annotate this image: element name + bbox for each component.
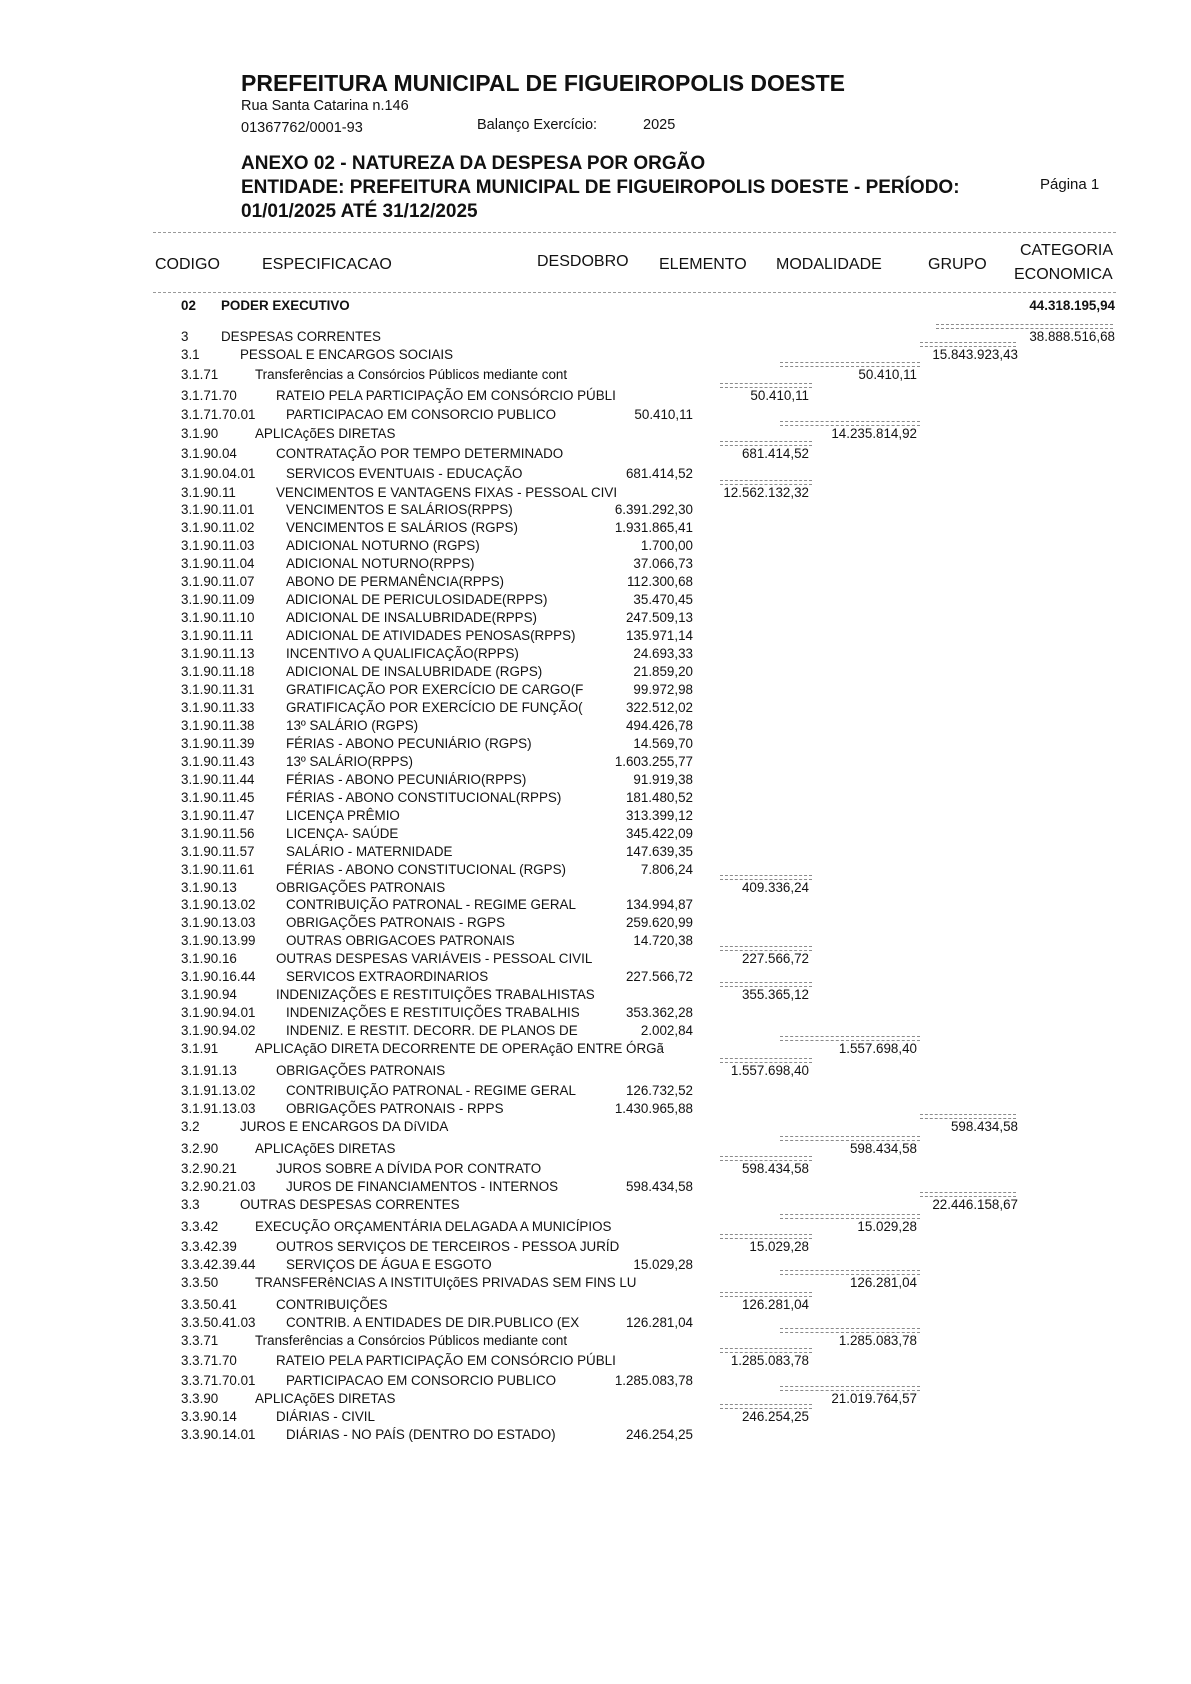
- row-description: OUTRAS OBRIGACOES PATRONAIS: [286, 933, 515, 948]
- row-code: 3.1.90.11.33: [181, 700, 255, 715]
- table-row: [0, 969, 1191, 987]
- subtotal-rule: [780, 1270, 920, 1275]
- row-code: 3.1.90.11.43: [181, 754, 255, 769]
- table-row: [0, 1353, 1191, 1371]
- table-row: [0, 1391, 1191, 1409]
- table-row: [0, 880, 1191, 898]
- header-divider: [153, 232, 1116, 233]
- table-row: [0, 1005, 1191, 1023]
- table-row: [0, 628, 1191, 646]
- annex-line-1: ANEXO 02 - NATUREZA DA DESPESA POR ORGÃO: [241, 153, 706, 174]
- row-value: 1.557.698,40: [730, 1063, 809, 1078]
- table-row: [0, 1023, 1191, 1041]
- row-code: 3.1.71.70: [181, 388, 237, 403]
- row-code: 3.1.90.13: [181, 880, 237, 895]
- row-code: 3.3.90.14: [181, 1409, 237, 1424]
- row-value: 598.434,58: [950, 1119, 1018, 1134]
- row-code: 3.3.42.39: [181, 1239, 237, 1254]
- row-code: 3.3.90: [181, 1391, 219, 1406]
- row-code: 3.1.91.13: [181, 1063, 237, 1078]
- row-description: OBRIGAÇÕES PATRONAIS - RGPS: [286, 915, 505, 930]
- balance-label: Balanço Exercício:: [477, 117, 598, 133]
- row-value: 50.410,11: [634, 407, 693, 422]
- subtotal-rule: [780, 1328, 920, 1333]
- row-value: 247.509,13: [625, 610, 693, 625]
- table-row: [0, 1297, 1191, 1315]
- row-value: 15.029,28: [857, 1219, 917, 1234]
- row-code: 3.1.90: [181, 426, 219, 441]
- row-value: 126.281,04: [849, 1275, 917, 1290]
- row-code: 3.1.90.13.99: [181, 933, 256, 948]
- row-value: 21.859,20: [633, 664, 693, 679]
- table-row: [0, 1275, 1191, 1293]
- table-row: [0, 298, 1191, 316]
- table-row: [0, 502, 1191, 520]
- table-row: [0, 388, 1191, 406]
- row-description: SERVIÇOS DE ÁGUA E ESGOTO: [286, 1257, 492, 1272]
- table-row: [0, 772, 1191, 790]
- subtotal-rule: [780, 1214, 920, 1219]
- subtotal-rule: [720, 1234, 812, 1239]
- row-description: INDENIZAÇÕES E RESTITUIÇÕES TRABALHIS: [286, 1005, 580, 1020]
- row-description: OUTROS SERVIÇOS DE TERCEIROS - PESSOA JURÍD: [276, 1239, 620, 1254]
- row-description: PESSOAL E ENCARGOS SOCIAIS: [240, 347, 454, 362]
- annex-line-2: ENTIDADE: PREFEITURA MUNICIPAL DE FIGUEIROPOLIS DOESTE - PERÍODO:: [241, 177, 960, 198]
- row-code: 3.1.90.13.03: [181, 915, 256, 930]
- row-value: 35.470,45: [633, 592, 693, 607]
- table-row: [0, 915, 1191, 933]
- row-code: 3.1.90.11.31: [181, 682, 255, 697]
- subtotal-rule: [720, 1292, 812, 1297]
- table-row: [0, 844, 1191, 862]
- subtotal-rule: [720, 875, 812, 880]
- row-value: 99.972,98: [633, 682, 693, 697]
- row-code: 3.3.42.39.44: [181, 1257, 256, 1272]
- row-value: 14.720,38: [633, 933, 693, 948]
- row-code: 3.3.42: [181, 1219, 219, 1234]
- table-row: [0, 1239, 1191, 1257]
- row-description: INDENIZ. E RESTIT. DECORR. DE PLANOS DE: [286, 1023, 578, 1038]
- row-description: FÉRIAS - ABONO PECUNIÁRIO (RGPS): [286, 736, 532, 751]
- subtotal-rule: [720, 1058, 812, 1063]
- table-row: [0, 808, 1191, 826]
- table-row: [0, 1141, 1191, 1159]
- table-row: [0, 1409, 1191, 1427]
- table-row: [0, 1161, 1191, 1179]
- row-description: ADICIONAL DE INSALUBRIDADE (RGPS): [286, 664, 543, 679]
- row-code: 3.3.50: [181, 1275, 219, 1290]
- row-code: 3.3.71.70: [181, 1353, 237, 1368]
- row-description: 13º SALÁRIO(RPPS): [286, 754, 413, 769]
- row-value: 355.365,12: [741, 987, 809, 1002]
- row-value: 2.002,84: [640, 1023, 693, 1038]
- row-code: 3.1.90.11.01: [181, 502, 255, 517]
- table-row: [0, 718, 1191, 736]
- row-description: 13º SALÁRIO (RGPS): [286, 718, 419, 733]
- col-codigo: CODIGO: [155, 256, 220, 273]
- table-row: [0, 682, 1191, 700]
- row-value: 1.603.255,77: [614, 754, 693, 769]
- row-value: 7.806,24: [640, 862, 693, 877]
- subtotal-rule: [936, 324, 1113, 329]
- row-description: LICENÇA- SAÚDE: [286, 826, 399, 841]
- table-row: [0, 367, 1191, 385]
- row-value: 21.019.764,57: [831, 1391, 917, 1406]
- subtotal-rule: [720, 1348, 812, 1353]
- row-value: 1.285.083,78: [614, 1373, 693, 1388]
- subtotal-rule: [780, 1386, 920, 1391]
- balance-year: 2025: [643, 117, 676, 133]
- subtotal-rule: [720, 946, 812, 951]
- table-row: [0, 826, 1191, 844]
- table-row: [0, 520, 1191, 538]
- table-row: [0, 446, 1191, 464]
- row-code: 3.1.91.13.03: [181, 1101, 256, 1116]
- row-description: GRATIFICAÇÃO POR EXERCÍCIO DE FUNÇÃO(: [286, 700, 583, 715]
- row-code: 3.1.90.11.57: [181, 844, 255, 859]
- table-row: [0, 933, 1191, 951]
- row-value: 259.620,99: [625, 915, 693, 930]
- subtotal-rule: [780, 1036, 920, 1041]
- row-description: SERVICOS EVENTUAIS - EDUCAÇÃO: [286, 466, 523, 481]
- row-value: 135.971,14: [625, 628, 693, 643]
- subtotal-rule: [720, 480, 812, 485]
- row-description: FÉRIAS - ABONO CONSTITUCIONAL (RGPS): [286, 862, 566, 877]
- columns-divider: [153, 292, 1116, 293]
- row-description: OUTRAS DESPESAS CORRENTES: [240, 1197, 460, 1212]
- table-row: [0, 754, 1191, 772]
- row-description: PARTICIPACAO EM CONSORCIO PUBLICO: [286, 407, 557, 422]
- row-description: ADICIONAL DE INSALUBRIDADE(RPPS): [286, 610, 538, 625]
- subtotal-rule: [780, 362, 920, 367]
- row-code: 3.1.90.11.56: [181, 826, 255, 841]
- row-value: 227.566,72: [741, 951, 809, 966]
- row-description: INDENIZAÇÕES E RESTITUIÇÕES TRABALHISTAS: [276, 987, 595, 1002]
- row-value: 1.700,00: [640, 538, 693, 553]
- row-code: 3.1.90.11.45: [181, 790, 255, 805]
- table-row: [0, 1219, 1191, 1237]
- row-value: 246.254,25: [741, 1409, 809, 1424]
- row-code: 3: [181, 329, 189, 344]
- table-row: [0, 538, 1191, 556]
- row-description: GRATIFICAÇÃO POR EXERCÍCIO DE CARGO(F: [286, 682, 584, 697]
- subtotal-rule: [780, 421, 920, 426]
- row-value: 1.285.083,78: [730, 1353, 809, 1368]
- row-description: APLICAçõES DIRETAS: [255, 1141, 396, 1156]
- row-description: VENCIMENTOS E SALÁRIOS(RPPS): [286, 502, 513, 517]
- row-value: 50.410,11: [858, 367, 917, 382]
- row-code: 3.3.90.14.01: [181, 1427, 256, 1442]
- row-value: 227.566,72: [625, 969, 693, 984]
- table-row: [0, 466, 1191, 484]
- row-code: 3.1.90.11.10: [181, 610, 255, 625]
- row-value: 44.318.195,94: [1029, 298, 1115, 313]
- row-value: 681.414,52: [741, 446, 809, 461]
- row-value: 22.446.158,67: [932, 1197, 1018, 1212]
- table-row: [0, 1197, 1191, 1215]
- row-description: INCENTIVO A QUALIFICAÇÃO(RPPS): [286, 646, 519, 661]
- row-code: 3.1.90.11.61: [181, 862, 255, 877]
- row-value: 15.843.923,43: [932, 347, 1018, 362]
- row-code: 3.1.90.94.02: [181, 1023, 256, 1038]
- table-row: [0, 862, 1191, 880]
- cnpj: 01367762/0001-93: [241, 120, 363, 136]
- row-code: 02: [181, 298, 196, 313]
- row-value: 15.029,28: [749, 1239, 809, 1254]
- row-description: ADICIONAL NOTURNO(RPPS): [286, 556, 475, 571]
- row-description: JUROS DE FINANCIAMENTOS - INTERNOS: [286, 1179, 559, 1194]
- row-code: 3.1.90.11.11: [181, 628, 254, 643]
- row-value: 1.557.698,40: [838, 1041, 917, 1056]
- subtotal-rule: [720, 982, 812, 987]
- row-description: ABONO DE PERMANÊNCIA(RPPS): [286, 574, 505, 589]
- row-description: CONTRIBUIÇÃO PATRONAL - REGIME GERAL: [286, 897, 576, 912]
- row-description: OUTRAS DESPESAS VARIÁVEIS - PESSOAL CIVIL: [276, 951, 593, 966]
- subtotal-rule: [720, 383, 812, 388]
- row-value: 112.300,68: [626, 574, 693, 589]
- row-code: 3.1: [181, 347, 200, 362]
- row-value: 313.399,12: [625, 808, 693, 823]
- row-value: 246.254,25: [625, 1427, 693, 1442]
- row-description: DIÁRIAS - CIVIL: [276, 1409, 375, 1424]
- table-row: [0, 407, 1191, 425]
- row-description: Transferências a Consórcios Públicos mediante cont: [255, 367, 568, 382]
- row-value: 126.281,04: [741, 1297, 809, 1312]
- row-description: FÉRIAS - ABONO CONSTITUCIONAL(RPPS): [286, 790, 562, 805]
- row-code: 3.1.90.11.07: [181, 574, 255, 589]
- subtotal-rule: [920, 1192, 1016, 1197]
- subtotal-rule: [920, 1114, 1016, 1119]
- row-code: 3.1.90.11.18: [181, 664, 255, 679]
- row-value: 24.693,33: [633, 646, 693, 661]
- table-row: [0, 790, 1191, 808]
- row-code: 3.1.90.94.01: [181, 1005, 256, 1020]
- row-code: 3.1.90.94: [181, 987, 237, 1002]
- row-value: 409.336,24: [741, 880, 809, 895]
- page-number: Página 1: [1040, 176, 1100, 193]
- col-elemento: ELEMENTO: [659, 256, 747, 273]
- row-code: 3.2.90.21.03: [181, 1179, 256, 1194]
- row-value: 37.066,73: [633, 556, 693, 571]
- row-code: 3.1.90.11.09: [181, 592, 255, 607]
- annex-line-3: 01/01/2025 ATÉ 31/12/2025: [241, 201, 478, 222]
- subtotal-rule: [780, 1136, 920, 1141]
- row-value: 91.919,38: [633, 772, 693, 787]
- row-value: 14.235.814,92: [831, 426, 917, 441]
- table-row: [0, 700, 1191, 718]
- table-row: [0, 556, 1191, 574]
- table-row: [0, 426, 1191, 444]
- row-value: 598.434,58: [849, 1141, 917, 1156]
- row-description: OBRIGAÇÕES PATRONAIS: [276, 1063, 446, 1078]
- table-row: [0, 1063, 1191, 1081]
- row-description: APLICAçãO DIRETA DECORRENTE DE OPERAçãO ENTRE ÓRGã: [255, 1041, 664, 1056]
- row-code: 3.1.90.16: [181, 951, 237, 966]
- row-description: SERVICOS EXTRAORDINARIOS: [286, 969, 489, 984]
- row-code: 3.1.90.11.13: [181, 646, 255, 661]
- row-value: 126.732,52: [625, 1083, 693, 1098]
- table-row: [0, 987, 1191, 1005]
- row-description: SALÁRIO - MATERNIDADE: [286, 844, 453, 859]
- table-row: [0, 1041, 1191, 1059]
- row-code: 3.1.90.04.01: [181, 466, 256, 481]
- row-code: 3.3.50.41.03: [181, 1315, 256, 1330]
- row-code: 3.3: [181, 1197, 200, 1212]
- row-description: APLICAçõES DIRETAS: [255, 1391, 396, 1406]
- table-row: [0, 736, 1191, 754]
- row-code: 3.1.90.11.03: [181, 538, 255, 553]
- table-row: [0, 574, 1191, 592]
- row-description: CONTRIBUIÇÃO PATRONAL - REGIME GERAL: [286, 1083, 576, 1098]
- row-code: 3.1.71: [181, 367, 219, 382]
- row-description: OBRIGAÇÕES PATRONAIS: [276, 880, 446, 895]
- subtotal-rule: [720, 1404, 812, 1409]
- col-categoria-1: CATEGORIA: [1020, 242, 1114, 259]
- subtotal-rule: [720, 441, 812, 446]
- row-code: 3.3.71.70.01: [181, 1373, 256, 1388]
- row-value: 494.426,78: [625, 718, 693, 733]
- row-description: RATEIO PELA PARTICIPAÇÃO EM CONSÓRCIO PÚBLI: [276, 388, 616, 403]
- table-row: [0, 1119, 1191, 1137]
- page-title: PREFEITURA MUNICIPAL DE FIGUEIROPOLIS DOESTE: [241, 70, 846, 96]
- row-description: EXECUÇÃO ORÇAMENTÁRIA DELAGADA A MUNICÍPIOS: [255, 1219, 612, 1234]
- row-value: 1.285.083,78: [838, 1333, 917, 1348]
- col-grupo: GRUPO: [928, 256, 987, 273]
- row-value: 598.434,58: [625, 1179, 693, 1194]
- row-code: 3.1.91: [181, 1041, 219, 1056]
- row-description: JUROS SOBRE A DÍVIDA POR CONTRATO: [276, 1161, 542, 1176]
- row-code: 3.1.90.11.39: [181, 736, 255, 751]
- row-description: TRANSFERêNCIAS A INSTITUIçõES PRIVADAS SEM FINS LU: [255, 1275, 637, 1290]
- row-description: PODER EXECUTIVO: [221, 298, 350, 313]
- row-description: APLICAçõES DIRETAS: [255, 426, 396, 441]
- row-code: 3.1.90.04: [181, 446, 237, 461]
- table-row: [0, 347, 1191, 365]
- row-value: 134.994,87: [625, 897, 693, 912]
- row-value: 126.281,04: [625, 1315, 693, 1330]
- row-description: Transferências a Consórcios Públicos mediante cont: [255, 1333, 568, 1348]
- row-description: FÉRIAS - ABONO PECUNIÁRIO(RPPS): [286, 772, 527, 787]
- row-description: ADICIONAL NOTURNO (RGPS): [286, 538, 480, 553]
- row-code: 3.1.90.16.44: [181, 969, 256, 984]
- row-value: 6.391.292,30: [614, 502, 693, 517]
- table-row: [0, 485, 1191, 503]
- row-value: 322.512,02: [625, 700, 693, 715]
- row-code: 3.3.71: [181, 1333, 219, 1348]
- row-description: VENCIMENTOS E VANTAGENS FIXAS - PESSOAL CIVI: [276, 485, 618, 500]
- row-code: 3.1.90.11.38: [181, 718, 255, 733]
- col-categoria-2: ECONOMICA: [1014, 266, 1113, 283]
- row-description: JUROS E ENCARGOS DA DíVIDA: [240, 1119, 449, 1134]
- table-row: [0, 1373, 1191, 1391]
- row-description: OBRIGAÇÕES PATRONAIS - RPPS: [286, 1101, 504, 1116]
- table-row: [0, 592, 1191, 610]
- row-description: LICENÇA PRÊMIO: [286, 808, 400, 823]
- row-value: 1.430.965,88: [614, 1101, 693, 1116]
- subtotal-rule: [720, 1156, 812, 1161]
- row-description: CONTRATAÇÃO POR TEMPO DETERMINADO: [276, 446, 564, 461]
- row-code: 3.3.50.41: [181, 1297, 237, 1312]
- row-value: 15.029,28: [633, 1257, 693, 1272]
- row-value: 181.480,52: [625, 790, 693, 805]
- row-description: DESPESAS CORRENTES: [221, 329, 381, 344]
- table-row: [0, 1427, 1191, 1445]
- table-row: [0, 1257, 1191, 1275]
- row-code: 3.1.90.11.04: [181, 556, 255, 571]
- row-value: 12.562.132,32: [723, 485, 809, 500]
- row-code: 3.1.90.13.02: [181, 897, 256, 912]
- row-description: CONTRIB. A ENTIDADES DE DIR.PUBLICO (EX: [286, 1315, 580, 1330]
- table-row: [0, 1083, 1191, 1101]
- row-description: RATEIO PELA PARTICIPAÇÃO EM CONSÓRCIO PÚBLI: [276, 1353, 616, 1368]
- row-description: DIÁRIAS - NO PAÍS (DENTRO DO ESTADO): [286, 1427, 556, 1442]
- row-value: 681.414,52: [625, 466, 693, 481]
- row-value: 50.410,11: [750, 388, 809, 403]
- row-code: 3.1.90.11: [181, 485, 236, 500]
- row-code: 3.1.90.11.02: [181, 520, 255, 535]
- address: Rua Santa Catarina n.146: [241, 98, 409, 114]
- row-code: 3.1.91.13.02: [181, 1083, 256, 1098]
- col-modalidade: MODALIDADE: [776, 256, 882, 273]
- table-row: [0, 897, 1191, 915]
- row-description: PARTICIPACAO EM CONSORCIO PUBLICO: [286, 1373, 557, 1388]
- table-row: [0, 1333, 1191, 1351]
- row-value: 147.639,35: [625, 844, 693, 859]
- row-value: 1.931.865,41: [614, 520, 693, 535]
- row-description: ADICIONAL DE ATIVIDADES PENOSAS(RPPS): [286, 628, 576, 643]
- row-code: 3.2.90.21: [181, 1161, 237, 1176]
- row-value: 38.888.516,68: [1029, 329, 1115, 344]
- table-row: [0, 664, 1191, 682]
- subtotal-rule: [920, 342, 1016, 347]
- table-row: [0, 951, 1191, 969]
- row-code: 3.1.90.11.44: [181, 772, 255, 787]
- row-code: 3.2.90: [181, 1141, 219, 1156]
- table-row: [0, 610, 1191, 628]
- row-value: 345.422,09: [625, 826, 693, 841]
- col-desdobro: DESDOBRO: [537, 253, 629, 270]
- row-description: CONTRIBUIÇÕES: [276, 1297, 388, 1312]
- col-especificacao: ESPECIFICACAO: [262, 256, 392, 273]
- row-code: 3.1.71.70.01: [181, 407, 256, 422]
- row-value: 14.569,70: [633, 736, 693, 751]
- row-value: 353.362,28: [625, 1005, 693, 1020]
- row-description: VENCIMENTOS E SALÁRIOS (RGPS): [286, 520, 518, 535]
- table-row: [0, 646, 1191, 664]
- row-code: 3.2: [181, 1119, 200, 1134]
- row-value: 598.434,58: [741, 1161, 809, 1176]
- row-code: 3.1.90.11.47: [181, 808, 255, 823]
- row-description: ADICIONAL DE PERICULOSIDADE(RPPS): [286, 592, 548, 607]
- table-row: [0, 1315, 1191, 1333]
